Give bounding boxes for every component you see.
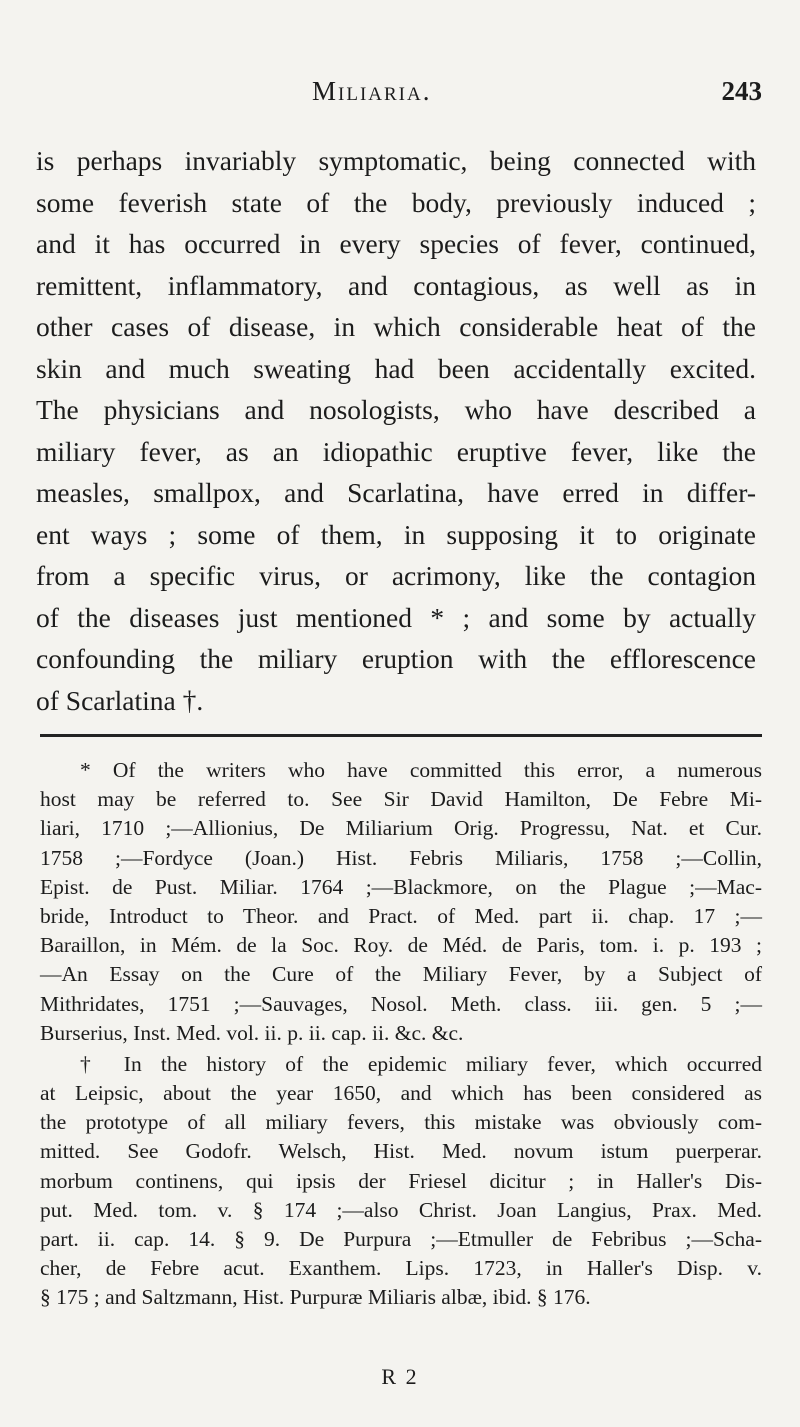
footnote-line: § 175 ; and Saltzmann, Hist. Purpuræ Miliaris albæ, ibid. § 176.	[40, 1285, 591, 1310]
footnotes	[40, 756, 762, 1313]
body-line: measles, smallpox, and Scarlatina, have erred in differ-	[36, 477, 756, 508]
body-text	[36, 140, 756, 721]
body-line: miliary fever, as an idiopathic eruptive fever, like the	[36, 435, 756, 467]
footnote-line: morbum continens, qui ipsis der Friesel dicitur ; in Haller's Dis-	[40, 1168, 762, 1193]
footnote-line: Baraillon, in Mém. de la Soc. Roy. de Méd. de Paris, tom. i. p. 193 ;	[40, 933, 762, 958]
footnote-line: Burserius, Inst. Med. vol. ii. p. ii. cap. ii. &c. &c.	[40, 1020, 464, 1045]
footnote-line: —An Essay on the Cure of the Miliary Fever, by a Subject of	[40, 962, 762, 987]
footnote-line: * Of the writers who have committed this error, a numerous	[80, 758, 762, 782]
footnote-line: put. Med. tom. v. § 174 ;—also Christ. Joan Langius, Prax. Med.	[40, 1197, 762, 1222]
body-line: of Scarlatina †.	[36, 684, 204, 716]
body-line: The physicians and nosologists, who have described a	[36, 394, 756, 425]
footnote-line: the prototype of all miliary fevers, this mistake was obviously com-	[40, 1110, 762, 1135]
body-line: confounding the miliary eruption with the efflorescence	[36, 643, 756, 674]
body-line: remittent, inflammatory, and contagious, as well as in	[36, 269, 756, 301]
signature-mark: R 2	[381, 1364, 419, 1389]
body-line: other cases of disease, in which considerable heat of the	[36, 311, 756, 342]
footnote-rule	[40, 734, 762, 737]
body-line: some feverish state of the body, previously induced ;	[36, 186, 756, 218]
footnote-line: Mithridates, 1751 ;—Sauvages, Nosol. Meth. class. iii. gen. 5 ;—	[40, 991, 762, 1016]
footnote-line: liari, 1710 ;—Allionius, De Miliarium Orig. Progressu, Nat. et Cur.	[40, 816, 762, 841]
body-line: skin and much sweating had been accidentally excited.	[36, 352, 756, 384]
body-line: ent ways ; some of them, in supposing it to originate	[36, 518, 756, 550]
footnote-line: at Leipsic, about the year 1650, and which has been considered as	[40, 1081, 762, 1106]
footnote-line: mitted. See Godofr. Welsch, Hist. Med. novum istum puerperar.	[40, 1139, 762, 1164]
body-line: and it has occurred in every species of fever, continued,	[36, 228, 756, 259]
footnote-line: † In the history of the epidemic miliary fever, which occurred	[80, 1051, 762, 1076]
footnote-line: bride, Introduct to Theor. and Pract. of Med. part ii. chap. 17 ;—	[40, 903, 762, 928]
running-title: Miliaria.	[312, 76, 432, 106]
page-header	[0, 76, 800, 116]
footnote-line: part. ii. cap. 14. § 9. De Purpura ;—Etmuller de Febribus ;—Scha-	[40, 1227, 762, 1251]
footnote-line: 1758 ;—Fordyce (Joan.) Hist. Febris Miliaris, 1758 ;—Collin,	[40, 845, 762, 870]
footnote-line: cher, de Febre acut. Exanthem. Lips. 1723, in Haller's Disp. v.	[40, 1256, 762, 1281]
page-number: 243	[721, 76, 762, 106]
footnote-line: host may be referred to. See Sir David Hamilton, De Febre Mi-	[40, 787, 762, 812]
body-line: of the diseases just mentioned * ; and some by actually	[36, 601, 756, 633]
body-line: is perhaps invariably symptomatic, being connected with	[36, 145, 756, 176]
body-line: from a specific virus, or acrimony, like the contagion	[36, 560, 756, 591]
footnote-line: Epist. de Pust. Miliar. 1764 ;—Blackmore, on the Plague ;—Mac-	[40, 874, 762, 899]
